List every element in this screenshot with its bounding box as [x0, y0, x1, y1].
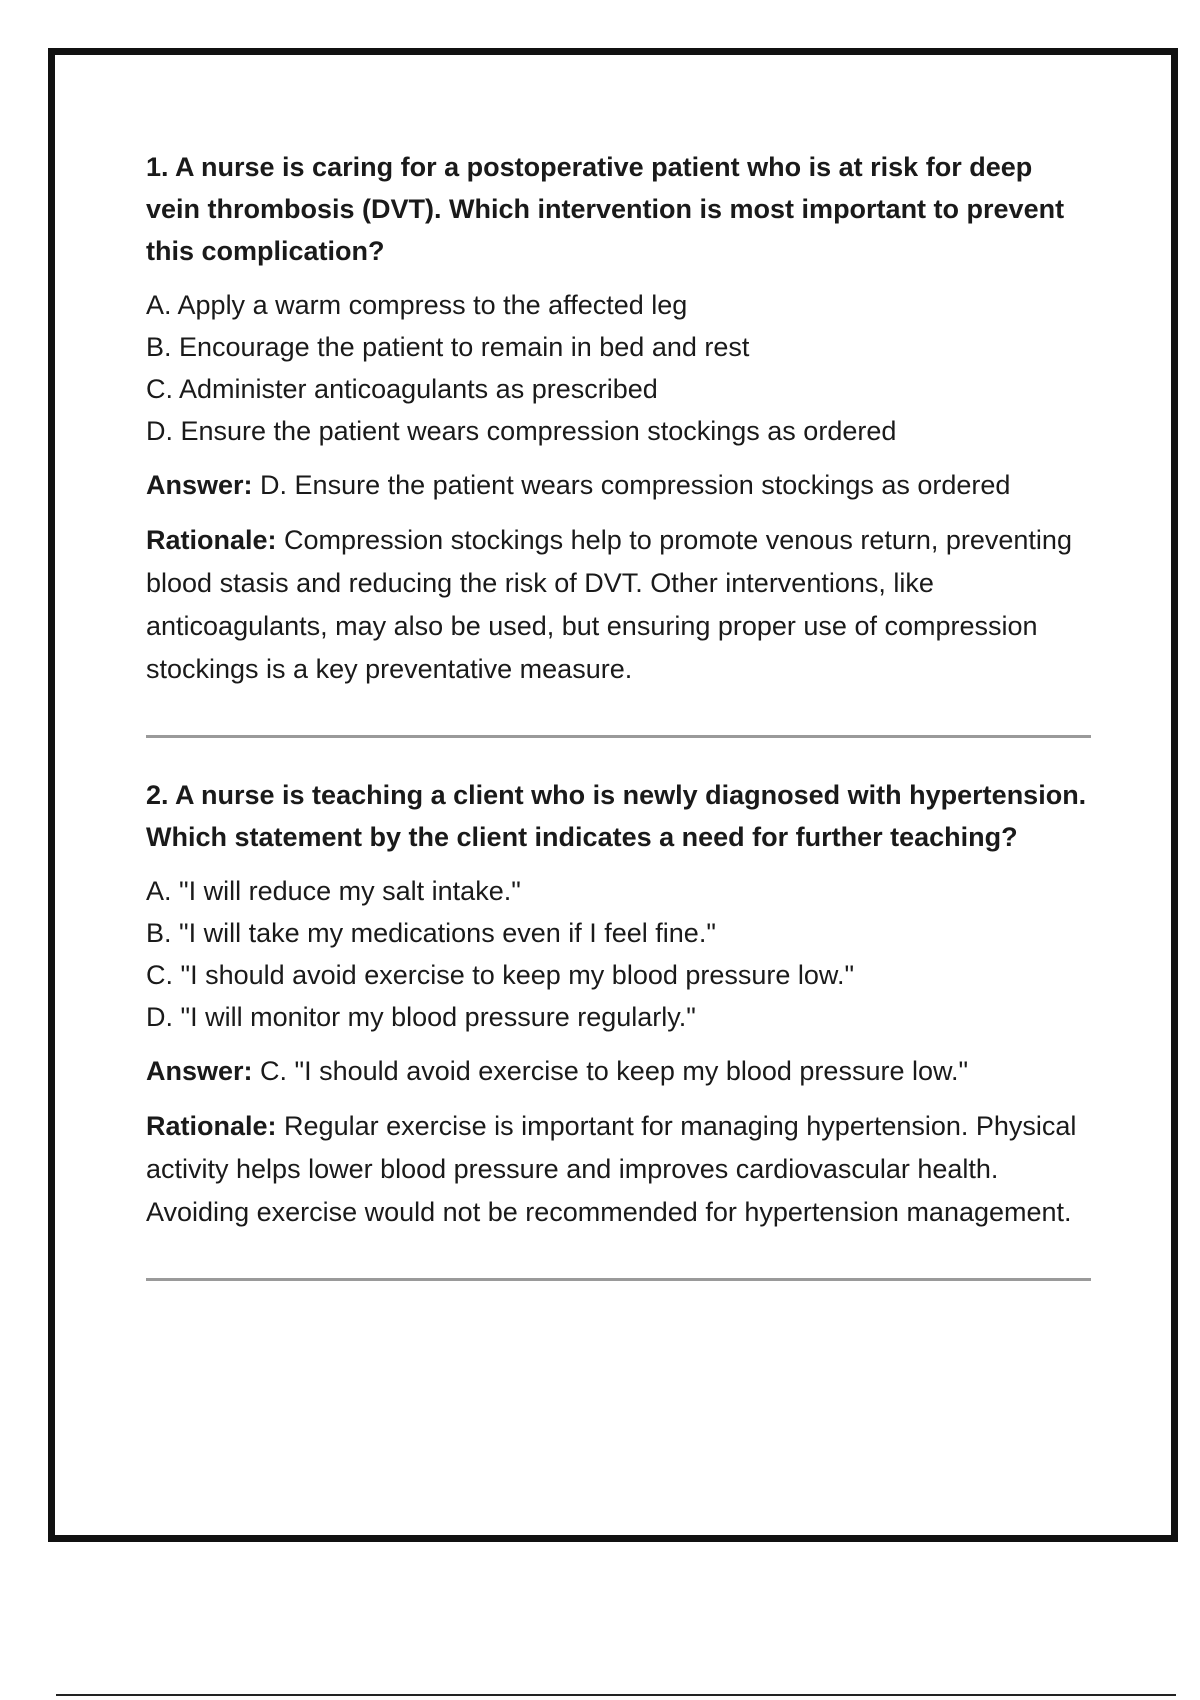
option-c: C. Administer anticoagulants as prescribed [146, 374, 658, 404]
option-a: A. "I will reduce my salt intake." [146, 876, 521, 906]
question-text: 1. A nurse is caring for a postoperative patient who is at risk for deep vein thrombosis (DVT). Which intervention is most important to prevent this complication? [146, 152, 1065, 266]
rationale-text: Compression stockings help to promote venous return, preventing blood stasis and reducing the risk of DVT. Other interventions, like anticoagulants, may also be used, but ensuring proper use of compression stockings is a key preventative measure. [146, 525, 1072, 684]
answer-label: Answer: [146, 470, 253, 500]
rationale-label: Rationale: [146, 1111, 277, 1141]
option-d: D. Ensure the patient wears compression stockings as ordered [146, 416, 897, 446]
answer-text: D. Ensure the patient wears compression stockings as ordered [260, 470, 1011, 500]
answer-label: Answer: [146, 1056, 253, 1086]
rationale [146, 1105, 1091, 1234]
option-b: B. "I will take my medications even if I feel fine." [146, 918, 716, 948]
rationale-label: Rationale: [146, 525, 277, 555]
option-b: B. Encourage the patient to remain in bed and rest [146, 332, 750, 362]
page-bottom-rule [56, 1694, 1176, 1696]
rationale-text: Regular exercise is important for managing hypertension. Physical activity helps lower blood pressure and improves cardiovascular health. Avoiding exercise would not be recommended for hypertension management. [146, 1111, 1077, 1227]
rationale [146, 519, 1091, 691]
answer-text: C. "I should avoid exercise to keep my blood pressure low." [260, 1056, 969, 1086]
section-divider [146, 1278, 1091, 1281]
answer [146, 464, 1091, 507]
options-list [146, 284, 1091, 452]
option-c: C. "I should avoid exercise to keep my blood pressure low." [146, 960, 855, 990]
answer [146, 1050, 1091, 1093]
question-text: 2. A nurse is teaching a client who is newly diagnosed with hypertension. Which statement by the client indicates a need for further teaching? [146, 780, 1087, 852]
options-list [146, 870, 1091, 1038]
document-content [146, 146, 1091, 1317]
question-block-1 [146, 146, 1091, 691]
question-block-2 [146, 774, 1091, 1234]
section-divider [146, 735, 1091, 738]
option-d: D. "I will monitor my blood pressure regularly." [146, 1002, 696, 1032]
option-a: A. Apply a warm compress to the affected leg [146, 290, 688, 320]
